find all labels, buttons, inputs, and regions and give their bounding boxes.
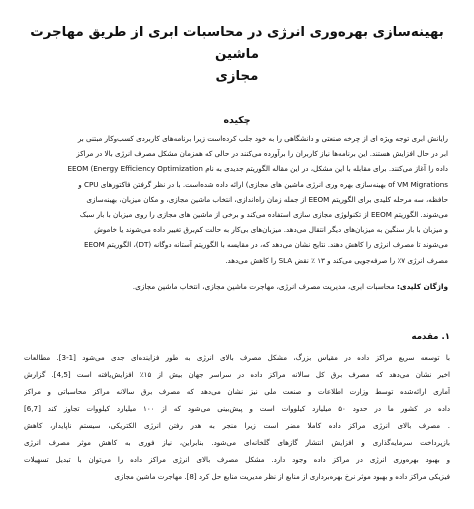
intro-line: داده در کشور ما در حدود ۵۰ میلیارد کیلووات است و پیش‌بینی می‌شود که از ۱۰۰ میلیارد کیلووات تجاوز کند [6,7] [24,404,450,414]
abstract-body [20,131,454,268]
intro-line: . مصرف بالای انرژی مراکز داده کاملا مضر است زیرا منجر به هدر رفتن انرژی الکتریکی، سیستم ناپایدار، کاهش [24,421,450,431]
paper-title [20,22,454,88]
abstract-line: می‌شوند تا مصرف انرژی را کاهش دهند. نتایج نشان می‌دهد که، در مقایسه با الگوریتم آستانه دوگانه (DT)، الگوریتم EEOM [83,240,448,250]
keywords [20,280,454,294]
introduction-body [20,349,454,486]
abstract-line: می‌شوند. الگوریتم EEOM از تکنولوژی مجازی سازی استفاده می‌کند و برخی از ماشین های مجازی را روی میزبان با بار سبک [79,210,448,220]
intro-line: فیزیکی مراکز داده و بهبود موثر نرخ بهره‌برداری از منابع از نظر مدیریت منابع حل کرد [8]. مهاجرت ماشین مجازی [114,472,450,482]
abstract-line: رایانش ابری توجه ویژه ای از چرخه صنعتی و دانشگاهی را به خود جلب کرده‌است زیرا برنامه‌های کاربردی کسب‌وکار مبتنی بر [77,134,448,143]
intro-line: آماری ارائه‌شده توسط وزارت اطلاعات و صنعت ملی نیز نشان می‌دهد که مصرف برق سالانه مراکز محاسباتی و مراکز [24,387,450,397]
abstract-line: حافظه، سه مرحله کلیدی برای الگوریتم EEOM از جمله زمان راه‌اندازی، انتخاب ماشین مجازی، و مکان میزبان، بهینه‌سازی [86,194,448,204]
abstract-line: و میزبان با بار سنگین به میزبان‌های دیگر انتقال می‌دهد. میزبان‌های بی‌کار به حالت کم‌برق تغییر داده می‌شوند یا خاموش [94,225,448,235]
abstract-line: مصرف انرژی ۷٪ را صرفه‌جویی می‌کند و ۱۳ ٪ نقض SLA را کاهش می‌دهد. [225,255,448,265]
section-heading-introduction: ۱. مقدمه [411,331,450,342]
intro-line: با توسعه سریع مراکز داده در مقیاس بزرگ، مشکل مصرف بالای انرژی به طور فزاینده‌ای جدی می‌شود [1-3]. مطالعات [24,352,450,362]
title-line-1: بهینه‌سازی بهره‌وری انرژی در محاسبات ابری از طریق مهاجرت ماشین [30,25,444,62]
intro-line: اخیر نشان می‌دهد که مصرف برق کل سالانه مراکز داده در سراسر جهان بیش از ۱۵٪ افزایش‌یافته است [4,5]. گزارش [24,369,450,379]
keywords-text: محاسبات ابری، مدیریت مصرف انرژی، مهاجرت ماشین مجازی، انتخاب ماشین مجازی. [132,281,397,291]
abstract-heading: چکیده [223,115,251,126]
title-line-2: مجازی [215,69,259,84]
abstract-line: داده را آغاز می‌کنند. برای مقابله با این مشکل، در این مقاله الگوریتم جدیدی به نام EEOM (Energy Efficiency Optimization [67,164,448,174]
abstract-line: of VM Migrations بهینه‌سازی بهره وری انرژی ماشین های مجازی) ارائه داده شده‌است. با در نظر گرفتن فاکتورهای CPU و [78,179,448,189]
keywords-label: واژگان کلیدی: [396,281,448,291]
intro-line: بازپرداخت سرمایه‌گذاری و افزایش انتشار گازهای گلخانه‌ای می‌شود. بنابراین، نیاز فوری به کاهش موثر مصرف انرژی [24,438,450,448]
abstract-line: ابر در حال افزایش هستند. این برنامه‌ها نیاز کاربران را برآورده می‌کنند در حالی که همزمان مشکل مصرف انرژی بالا در مراکز [76,149,448,159]
intro-line: و بهبود بهره‌وری انرژی در مراکز داده وجود دارد. مشکل مصرف بالای انرژی مراکز داده را می‌توان با تبدیل تسهیلات [24,455,450,465]
